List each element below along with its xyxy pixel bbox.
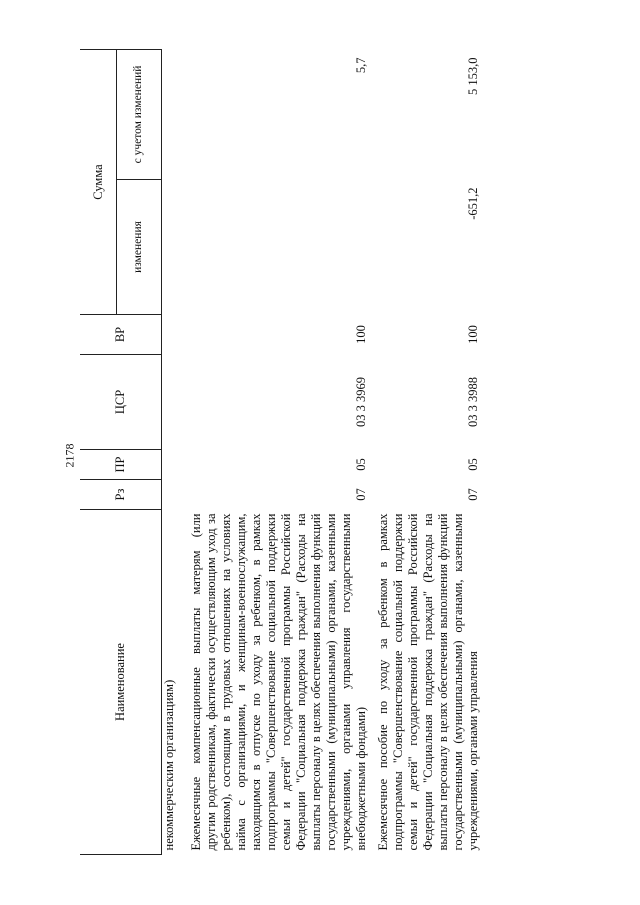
row-with-changes: 5,7: [354, 57, 368, 74]
header-rz: Рз: [80, 480, 162, 510]
row-changes: [183, 180, 370, 315]
header-csr: ЦСР: [80, 355, 162, 450]
row-name: Ежемесячные компенсационные выплаты матерям (или другим родственникам, фактически осуществляющим уход за ребенком), состоящим в трудовых отношениях на условиях найма с организациями, и женщинам-военнослужащим, находящимся в отпуске по уходу за ребенком, в рамках подпрограммы "Совершенствование социальной поддержки семьи и детей" государственной программы Российской Федерации "Социальная поддержка граждан" (Расходы на выплаты персоналу в целях обеспечения выполнения функций государственными (муниципальными) органами, казенными учреждениями, органами управления государственными внебюджетными фондами): [189, 513, 368, 851]
table-row: [370, 50, 482, 855]
row-name: Ежемесячное пособие по уходу за ребенком в рамках подпрограммы "Совершенствование социальной поддержки семьи и детей" государственной программы Российской Федерации "Социальная поддержка граждан" (Расходы на выплаты персоналу в целях обеспечения выполнения функций государственными (муниципальными) органами, казенными учреждениями, органами управления: [376, 513, 480, 851]
header-sum: Сумма: [80, 50, 117, 315]
row-with-changes: 5 153,0: [466, 57, 480, 95]
row-vr: 100: [354, 325, 368, 344]
row-rz: 07: [354, 488, 368, 501]
table-row-continuation: [162, 50, 184, 855]
table-row: [183, 50, 370, 855]
header-name: Наименование: [80, 510, 162, 855]
row-csr: 03 3 3969: [354, 377, 368, 427]
header-with-changes: с учетом изменений: [117, 50, 162, 180]
budget-table: [80, 49, 482, 855]
header-changes: изменения: [117, 180, 162, 315]
row-changes: -651,2: [466, 187, 480, 220]
budget-sheet: [80, 50, 600, 855]
row-pr: 05: [466, 458, 480, 471]
page-number: 2178: [62, 443, 77, 468]
row-rz: 07: [466, 488, 480, 501]
row-vr: 100: [466, 325, 480, 344]
header-vr: ВР: [80, 315, 162, 355]
row-csr: 03 3 3988: [466, 377, 480, 427]
row-pr: 05: [354, 458, 368, 471]
continuation-text: некоммерческим организациям): [162, 679, 176, 851]
header-pr: ПР: [80, 450, 162, 480]
